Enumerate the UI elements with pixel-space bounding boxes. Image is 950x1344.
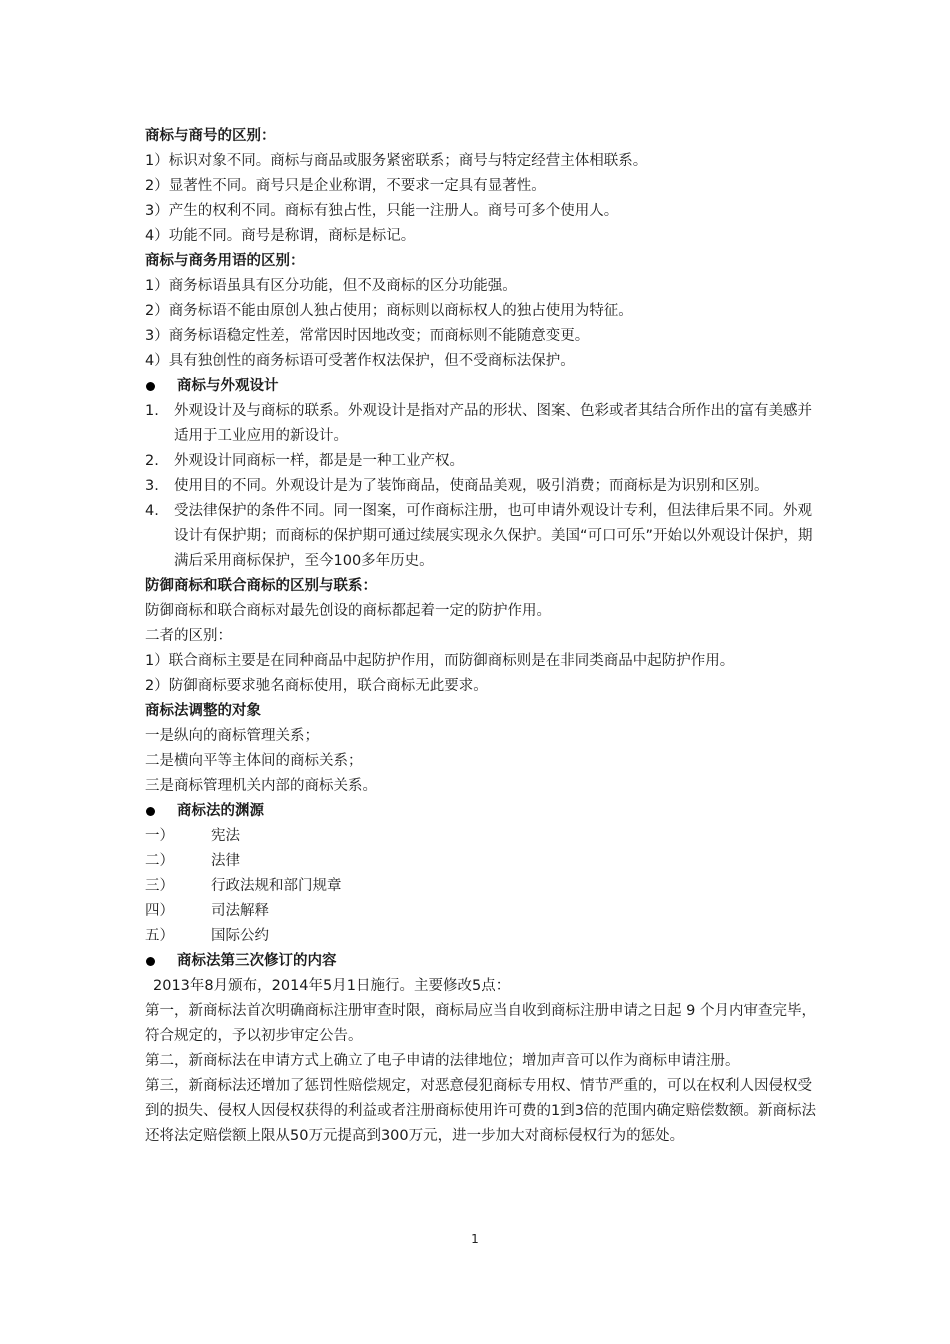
list-item: 2）商务标语不能由原创人独占使用；商标则以商标权人的独占使用为特征。 [145,303,633,319]
list-item [145,849,825,874]
paragraph: 二者的区别： [145,628,232,644]
list-item: 4）功能不同。商号是称谓，商标是标记。 [145,228,416,244]
paragraph: 第三，新商标法还增加了惩罚性赔偿规定，对恶意侵犯商标专用权、情节严重的，可以在权利人因侵权受到的损失、侵权人因侵权获得的利益或者注册商标使用许可费的1到3倍的范围内确定赔偿数额。新商标法还将法定赔偿额上限从50万元提高到300万元，进一步加大对商标侵权行为的惩处。 [145,1078,816,1144]
bullet-icon [146,957,155,966]
list-item [145,899,825,924]
paragraph: 2013年8月颁布，2014年5月1日施行。主要修改5点： [153,978,511,994]
list-item [145,874,825,899]
paragraph: 防御商标和联合商标对最先创设的商标都起着一定的防护作用。 [145,603,551,619]
item-number: 3. [145,478,159,494]
bullet-icon [146,382,155,391]
list-item: 二是横向平等主体间的商标关系； [145,753,363,769]
section-title: 商标与商号的区别： [145,128,276,144]
item-text: 宪法 [211,828,240,844]
list-item: 三是商标管理机关内部的商标关系。 [145,778,377,794]
item-text: 司法解释 [211,903,269,919]
section-title: 商标法第三次修订的内容 [177,953,337,969]
bullet-icon [146,807,155,816]
list-item: 3）产生的权利不同。商标有独占性，只能一注册人。商号可多个使用人。 [145,203,619,219]
item-text: 外观设计及与商标的联系。外观设计是指对产品的形状、图案、色彩或者其结合所作出的富有美感并适用于工业应用的新设计。 [174,403,812,444]
item-number: 二） [145,853,174,869]
paragraph: 第二，新商标法在申请方式上确立了电子申请的法律地位；增加声音可以作为商标申请注册。 [145,1053,740,1069]
item-number: 4. [145,503,159,519]
item-number: 四） [145,903,174,919]
item-number: 三） [145,878,174,894]
item-number: 2. [145,453,159,469]
numbered-item [145,399,825,449]
page-number: 1 [471,1232,479,1246]
list-item: 2）防御商标要求驰名商标使用，联合商标无此要求。 [145,678,488,694]
list-item [145,824,825,849]
numbered-item [145,474,825,499]
item-text: 外观设计同商标一样，都是是一种工业产权。 [174,453,464,469]
section-title: 商标法的渊源 [177,803,264,819]
list-item: 3）商务标语稳定性差，常常因时因地改变；而商标则不能随意变更。 [145,328,590,344]
list-item: 1）联合商标主要是在同种商品中起防护作用，而防御商标则是在非同类商品中起防护作用。 [145,653,735,669]
document-body [145,124,825,1149]
numbered-item [145,449,825,474]
section-title: 商标与外观设计 [177,378,279,394]
section-title: 防御商标和联合商标的区别与联系： [145,578,377,594]
numbered-item [145,499,825,574]
item-text: 受法律保护的条件不同。同一图案，可作商标注册，也可申请外观设计专利，但法律后果不同。外观设计有保护期；而商标的保护期可通过续展实现永久保护。美国“可口可乐”开始以外观设计保护，期满后采用商标保护，至今100多年历史。 [174,503,813,569]
item-number: 五） [145,928,174,944]
item-number: 一） [145,828,174,844]
item-number: 1. [145,403,159,419]
bullet-heading [145,949,825,974]
list-item [145,924,825,949]
item-text: 法律 [211,853,240,869]
bullet-heading [145,799,825,824]
section-title: 商标法调整的对象 [145,703,261,719]
item-text: 使用目的不同。外观设计是为了装饰商品，使商品美观，吸引消费；而商标是为识别和区别。 [174,478,769,494]
list-item: 4）具有独创性的商务标语可受著作权法保护，但不受商标法保护。 [145,353,575,369]
item-text: 国际公约 [211,928,269,944]
list-item: 1）商务标语虽具有区分功能，但不及商标的区分功能强。 [145,278,517,294]
list-item: 一是纵向的商标管理关系； [145,728,319,744]
list-item: 2）显著性不同。商号只是企业称谓，不要求一定具有显著性。 [145,178,546,194]
bullet-heading [145,374,825,399]
section-title: 商标与商务用语的区别： [145,253,305,269]
item-text: 行政法规和部门规章 [211,878,342,894]
paragraph: 第一，新商标法首次明确商标注册审查时限，商标局应当自收到商标注册申请之日起 9 个月内审查完毕，符合规定的，予以初步审定公告。 [145,1003,816,1044]
list-item: 1）标识对象不同。商标与商品或服务紧密联系；商号与特定经营主体相联系。 [145,153,648,169]
